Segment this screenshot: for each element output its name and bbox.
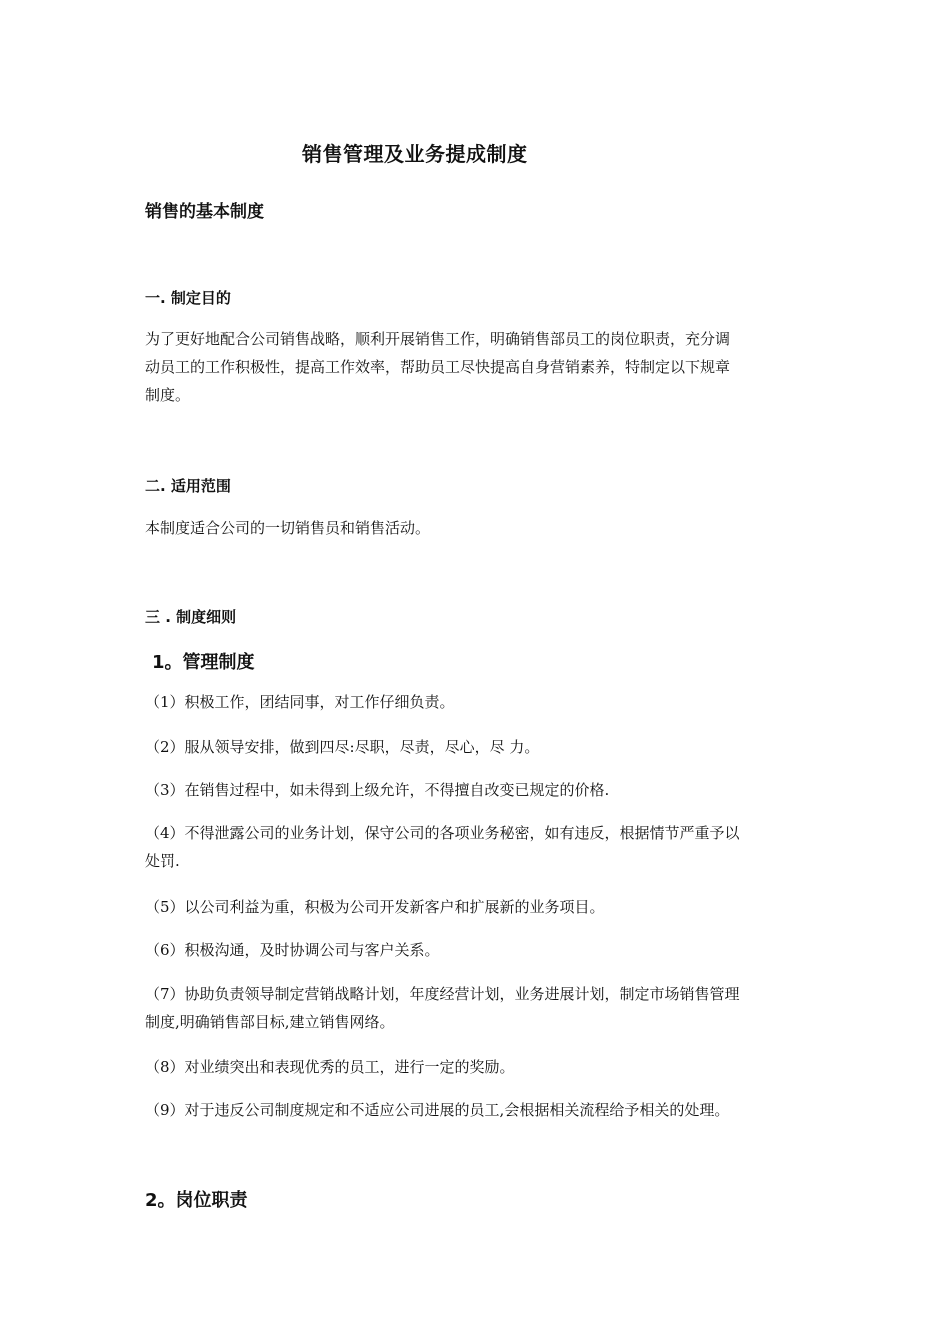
rule-item — [145, 1096, 810, 1124]
rule-item-line: 制度,明确销售部目标,建立销售网络。 — [145, 1013, 395, 1031]
rule-item — [145, 893, 810, 921]
rule-item-line: （9）对于违反公司制度规定和不适应公司进展的员工,会根据相关流程给予相关的处理。 — [145, 1101, 730, 1119]
rule-item — [145, 980, 810, 1036]
rule-item-line: （2）服从领导安排，做到四尽:尽职，尽责，尽心，尽 力。 — [145, 738, 540, 756]
rule-item — [145, 776, 810, 804]
document-title: 销售管理及业务提成制度 — [302, 142, 528, 166]
rule-item-line: （6）积极沟通，及时协调公司与客户关系。 — [145, 941, 440, 959]
section-heading-purpose: 一. 制定目的 — [145, 289, 231, 307]
paragraph-line: 本制度适合公司的一切销售员和销售活动。 — [145, 519, 431, 537]
rule-item-line: （8）对业绩突出和表现优秀的员工，进行一定的奖励。 — [145, 1058, 515, 1076]
rule-item-line: 处罚. — [145, 852, 180, 870]
rule-item-line: （4）不得泄露公司的业务计划，保守公司的各项业务秘密，如有违反，根据情节严重予以 — [145, 824, 740, 842]
section-heading-rules: 三 . 制度细则 — [145, 608, 237, 626]
rule-item — [145, 688, 810, 716]
rule-item — [145, 1053, 810, 1081]
section-heading-scope: 二. 适用范围 — [145, 477, 231, 495]
section-paragraph-scope — [145, 514, 810, 542]
rule-item — [145, 733, 810, 761]
section-paragraph-purpose — [145, 325, 810, 409]
rule-item-line: （3）在销售过程中，如未得到上级允许，不得擅自改变已规定的价格. — [145, 781, 610, 799]
document-subtitle: 销售的基本制度 — [145, 202, 264, 222]
rule-item-line: （7）协助负责领导制定营销战略计划，年度经营计划，业务进展计划，制定市场销售管理 — [145, 985, 740, 1003]
subsection-heading-management: 1。管理制度 — [152, 652, 255, 673]
rule-item-line: （1）积极工作，团结同事，对工作仔细负责。 — [145, 693, 455, 711]
paragraph-line: 为了更好地配合公司销售战略，顺利开展销售工作，明确销售部员工的岗位职责，充分调 — [145, 330, 731, 348]
subsection-heading-duties: 2。岗位职责 — [145, 1190, 248, 1211]
rule-item — [145, 936, 810, 964]
paragraph-line: 动员工的工作积极性，提高工作效率，帮助员工尽快提高自身营销素养，特制定以下规章 — [145, 358, 731, 376]
paragraph-line: 制度。 — [145, 386, 191, 404]
rule-item — [145, 819, 810, 875]
rule-item-line: （5）以公司利益为重，积极为公司开发新客户和扩展新的业务项目。 — [145, 898, 605, 916]
